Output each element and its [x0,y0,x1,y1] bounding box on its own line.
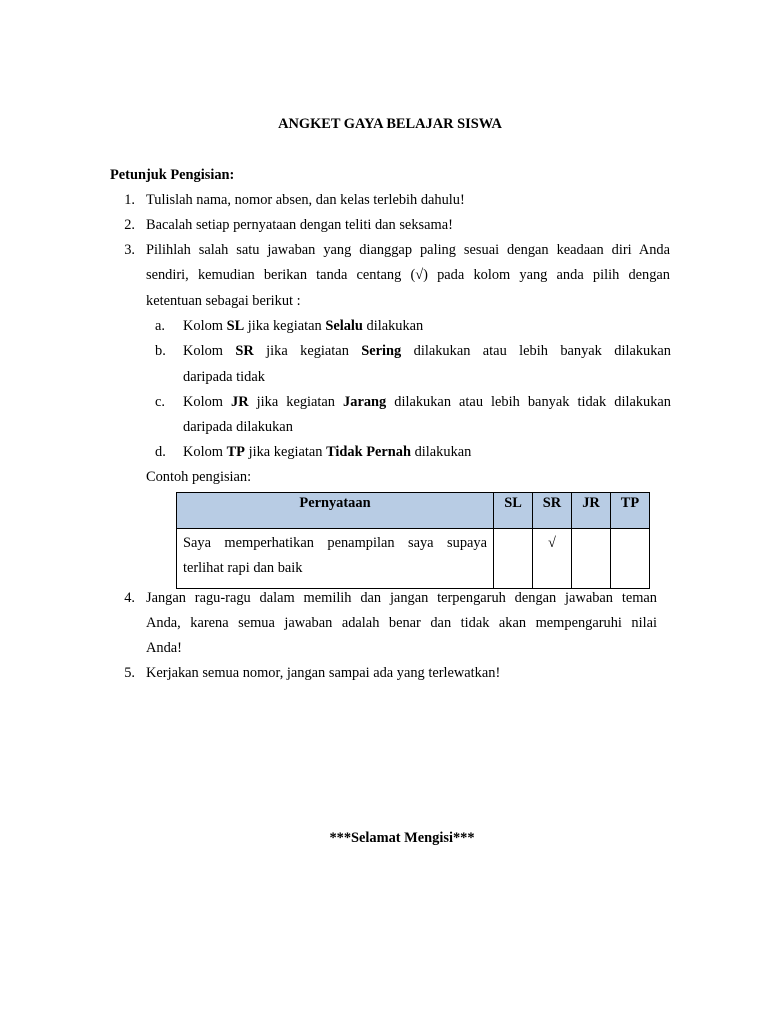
header-pernyataan: Pernyataan [177,493,494,529]
header-tp: TP [611,493,650,529]
item-text: Anda, karena semua jawaban adalah benar dan tidak akan mempengaruhi nilai [146,615,657,631]
check-cell-sl [494,529,533,589]
closing-text: ***Selamat Mengisi*** [329,830,475,846]
statement-cell: Saya memperhatikan penampilan saya supaya terlihat rapi dan baik [177,529,494,589]
header-sr: SR [533,493,572,529]
check-cell-tp [611,529,650,589]
item-text: Bacalah setiap pernyataan dengan teliti dan seksama! [146,217,453,233]
item-text: Jangan ragu-ragu dalam memilih dan jangan terpengaruh dengan jawaban teman [146,590,657,606]
subitem-text: Kolom SL jika kegiatan Selalu dilakukan [183,318,424,334]
item-number: 5. [124,665,135,681]
table-row [177,529,650,589]
item-text: Anda! [146,640,182,656]
item-text: ketentuan sebagai berikut : [146,293,301,309]
example-label: Contoh pengisian: [146,469,252,485]
page-title: ANGKET GAYA BELAJAR SISWA [278,116,502,132]
subitem-letter: b. [155,343,166,359]
header-sl: SL [494,493,533,529]
subitem-letter: a. [155,318,165,334]
table-header-row [177,493,650,529]
subitem-text: Kolom TP jika kegiatan Tidak Pernah dilakukan [183,444,472,460]
subitem-text: daripada tidak [183,369,265,385]
example-table [176,492,650,589]
item-text: Tulislah nama, nomor absen, dan kelas terlebih dahulu! [146,192,465,208]
subitem-letter: d. [155,444,166,460]
item-text: Pilihlah salah satu jawaban yang dianggap paling sesuai dengan keadaan diri Anda [146,242,670,258]
subitem-letter: c. [155,394,165,410]
item-number: 1. [124,192,135,208]
instructions-heading: Petunjuk Pengisian: [110,167,235,183]
item-text: Kerjakan semua nomor, jangan sampai ada yang terlewatkan! [146,665,501,681]
item-number: 3. [124,242,135,258]
check-cell-sr: √ [533,529,572,589]
item-number: 4. [124,590,135,606]
item-number: 2. [124,217,135,233]
subitem-text: Kolom JR jika kegiatan Jarang dilakukan atau lebih banyak tidak dilakukan [183,394,672,410]
header-jr: JR [572,493,611,529]
item-text: sendiri, kemudian berikan tanda centang (√) pada kolom yang anda pilih dengan [146,267,670,283]
subitem-text: daripada dilakukan [183,419,293,435]
check-cell-jr [572,529,611,589]
subitem-text: Kolom SR jika kegiatan Sering dilakukan atau lebih banyak dilakukan [183,343,672,359]
